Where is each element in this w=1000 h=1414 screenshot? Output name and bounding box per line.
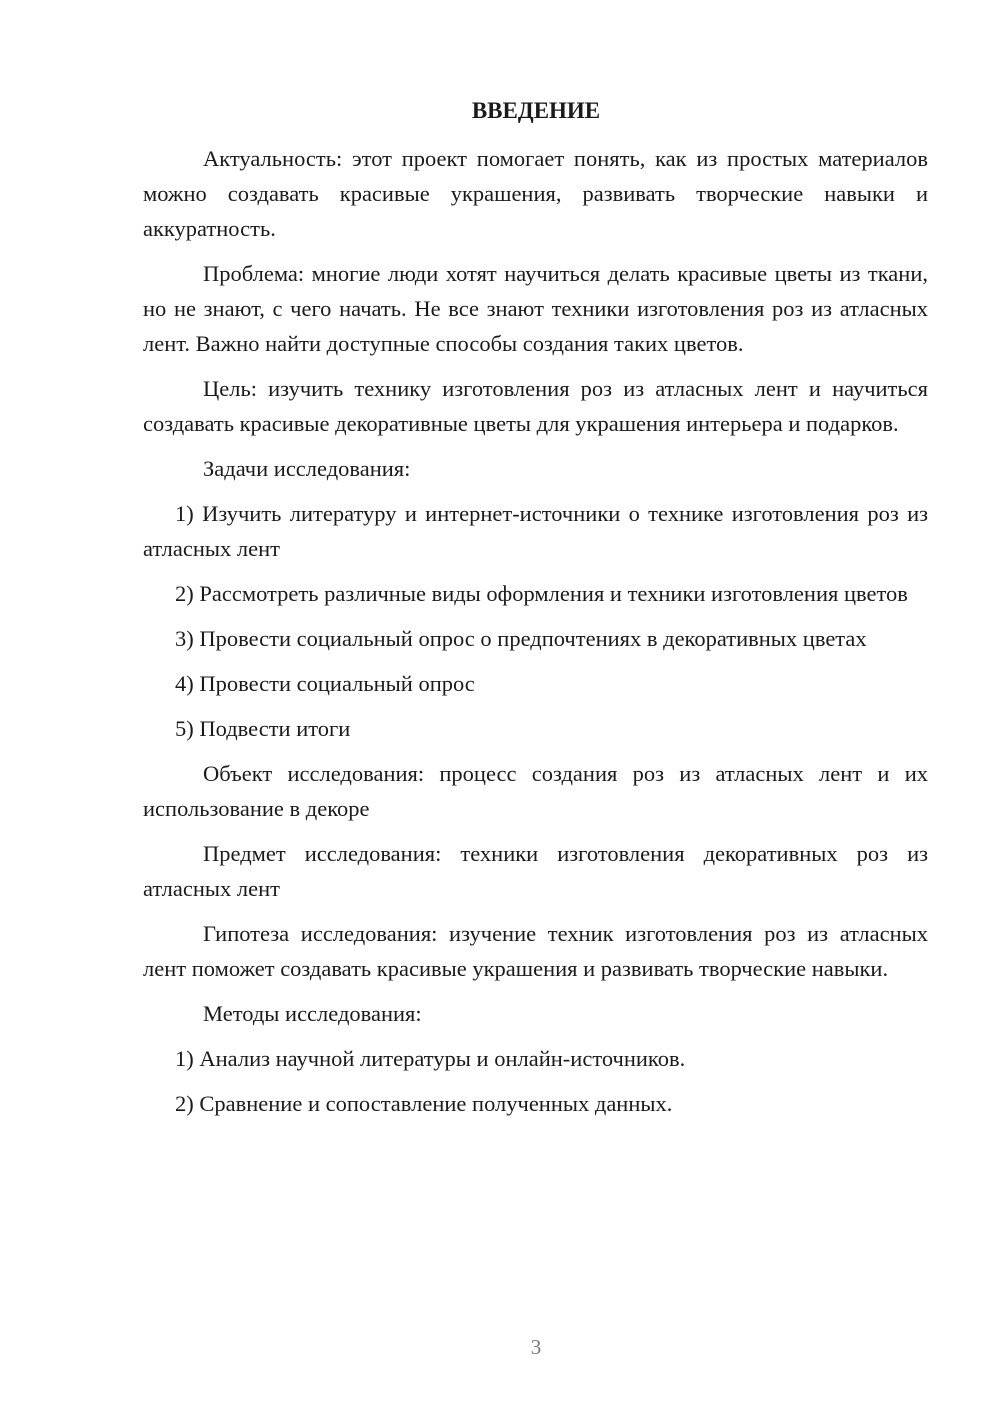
task-item: 4) Провести социальный опрос: [175, 671, 475, 696]
task-item: 1) Изучить литературу и интернет-источники о технике изготовления роз из атласных лент: [143, 501, 928, 561]
object-paragraph: Объект исследования: процесс создания роз из атласных лент и их использование в декоре: [143, 761, 928, 821]
method-item: 1) Анализ научной литературы и онлайн-источников.: [175, 1046, 686, 1071]
subject-paragraph: Предмет исследования: техники изготовления декоративных роз из атласных лент: [143, 841, 928, 901]
tasks-title: Задачи исследования:: [203, 456, 411, 481]
relevance-paragraph: Актуальность: этот проект помогает понять, как из простых материалов можно создавать красивые украшения, развивать творческие навыки и аккуратность.: [143, 146, 928, 241]
section-heading: ВВЕДЕНИЕ: [471, 98, 601, 123]
task-item: 2) Рассмотреть различные виды оформления и техники изготовления цветов: [175, 581, 908, 606]
methods-title: Методы исследования:: [203, 1001, 422, 1026]
document-body: [143, 141, 928, 1131]
goal-paragraph: Цель: изучить технику изготовления роз из атласных лент и научиться создавать красивые декоративные цветы для украшения интерьера и подарков.: [143, 376, 928, 436]
page-number: 3: [530, 1335, 542, 1359]
task-item: 3) Провести социальный опрос о предпочтениях в декоративных цветах: [175, 626, 867, 651]
task-item: 5) Подвести итоги: [175, 716, 351, 741]
problem-paragraph: Проблема: многие люди хотят научиться делать красивые цветы из ткани, но не знают, с чего начать. Не все знают техники изготовления роз из атласных лент. Важно найти доступные способы создания таких цветов.: [143, 261, 928, 356]
hypothesis-paragraph: Гипотеза исследования: изучение техник изготовления роз из атласных лент поможет создавать красивые украшения и развивать творческие навыки.: [143, 921, 928, 981]
method-item: 2) Сравнение и сопоставление полученных данных.: [175, 1091, 673, 1116]
